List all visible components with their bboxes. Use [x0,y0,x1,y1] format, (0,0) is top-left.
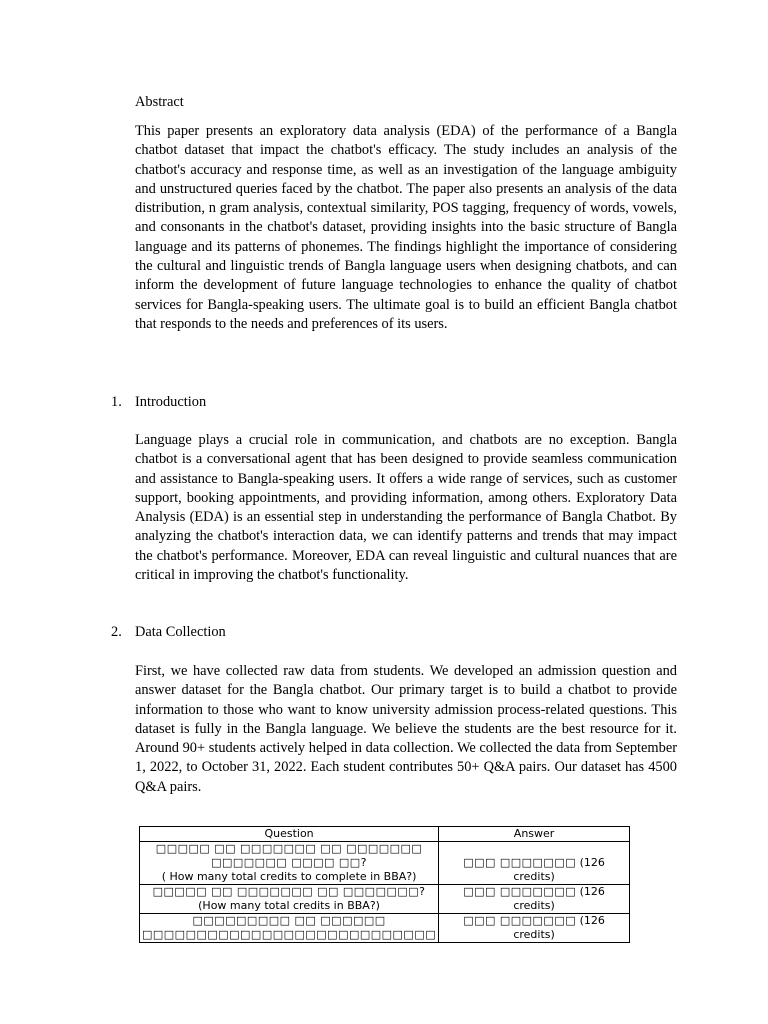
answer-english-text: (126 credits) [513,885,605,912]
question-english-text: ( How many total credits to complete in BBA?) [161,870,417,883]
answer-cell [439,914,630,943]
table-row [140,842,630,885]
section-number: 1. [111,394,122,410]
question-bangla-text: □□□□□ □□ □□□□□□□ □□ □□□□□□□ □□□□□□□ □□□□ □□? [155,842,423,869]
abstract-body: This paper presents an exploratory data analysis (EDA) of the performance of a Bangla chatbot dataset that impact the chatbot's efficacy. The study includes an analysis of the chatbot's accuracy and response time, as well as an investigation of the language ambiguity and unstructured queries faced by the chatbot. The paper also presents an analysis of the data distribution, n gram analysis, contextual similarity, POS tagging, frequency of words, vowels, and consonants in the chatbot's dataset, providing insights into the basic structure of Bangla language and its patterns of phonemes. The findings highlight the importance of considering the cultural and linguistic trends of Bangla language users when designing chatbots, and can inform the development of future language technologies to enhance the quality of chatbot services for Bangla-speaking users. The ultimate goal is to build an efficient Bangla chatbot that responds to the needs and preferences of its users. [135,123,677,332]
table-header-row [140,827,630,842]
answer-bangla-text: □□□ □□□□□□□ [463,856,577,869]
question-english-text: (How many total credits in BBA?) [198,899,380,912]
question-column-header: Question [140,827,439,842]
data-collection-body: First, we have collected raw data from students. We developed an admission question and answer dataset for the Bangla chatbot. Our primary target is to build a chatbot to provide information to those who want to know university admission process-related questions. This dataset is fully in the Bangla language. We believe the students are the best resource for it. Around 90+ students actively helped in data collection. We collected the data from September 1, 2022, to October 31, 2022. Each student contributes 50+ Q&A pairs. Our dataset has 4500 Q&A pairs. [135,663,677,795]
section-number: 2. [111,624,122,640]
answer-column-header: Answer [439,827,630,842]
answer-bangla-text: □□□ □□□□□□□ [463,885,577,898]
section-title: Introduction [135,394,207,410]
answer-cell [439,885,630,914]
table-row [140,914,630,943]
question-bangla-text: □□□□□ □□ □□□□□□□ □□ □□□□□□□? [152,885,426,898]
question-bangla-text: □□□□□□□□□ □□ □□□□□□ □□□□□□□□□□□□□□□□□□□□□□□□□□□ [142,914,437,941]
section-heading-introduction [111,393,207,412]
question-cell [140,885,439,914]
section-title: Data Collection [135,624,226,640]
section-heading-data-collection [111,623,226,642]
table-row [140,885,630,914]
question-cell [140,842,439,885]
answer-english-text: (126 credits) [513,914,605,941]
question-cell [140,914,439,943]
answer-english-text: (126 credits) [513,856,605,883]
abstract-heading: Abstract [135,94,184,110]
answer-bangla-text: □□□ □□□□□□□ [463,914,577,927]
answer-cell [439,842,630,885]
qa-table [139,826,630,943]
introduction-body: Language plays a crucial role in communication, and chatbots are no exception. Bangla chatbot is a conversational agent that has been designed to provide seamless communication and assistance to Bangla-speaking users. It offers a wide range of services, such as customer support, booking appointments, and providing information, among others. Exploratory Data Analysis (EDA) is an essential step in understanding the performance of Bangla Chatbot. By analyzing the chatbot's interaction data, we can identify patterns and trends that may impact the chatbot's performance. Moreover, EDA can reveal linguistic and cultural nuances that are critical in improving the chatbot's functionality. [135,432,677,584]
